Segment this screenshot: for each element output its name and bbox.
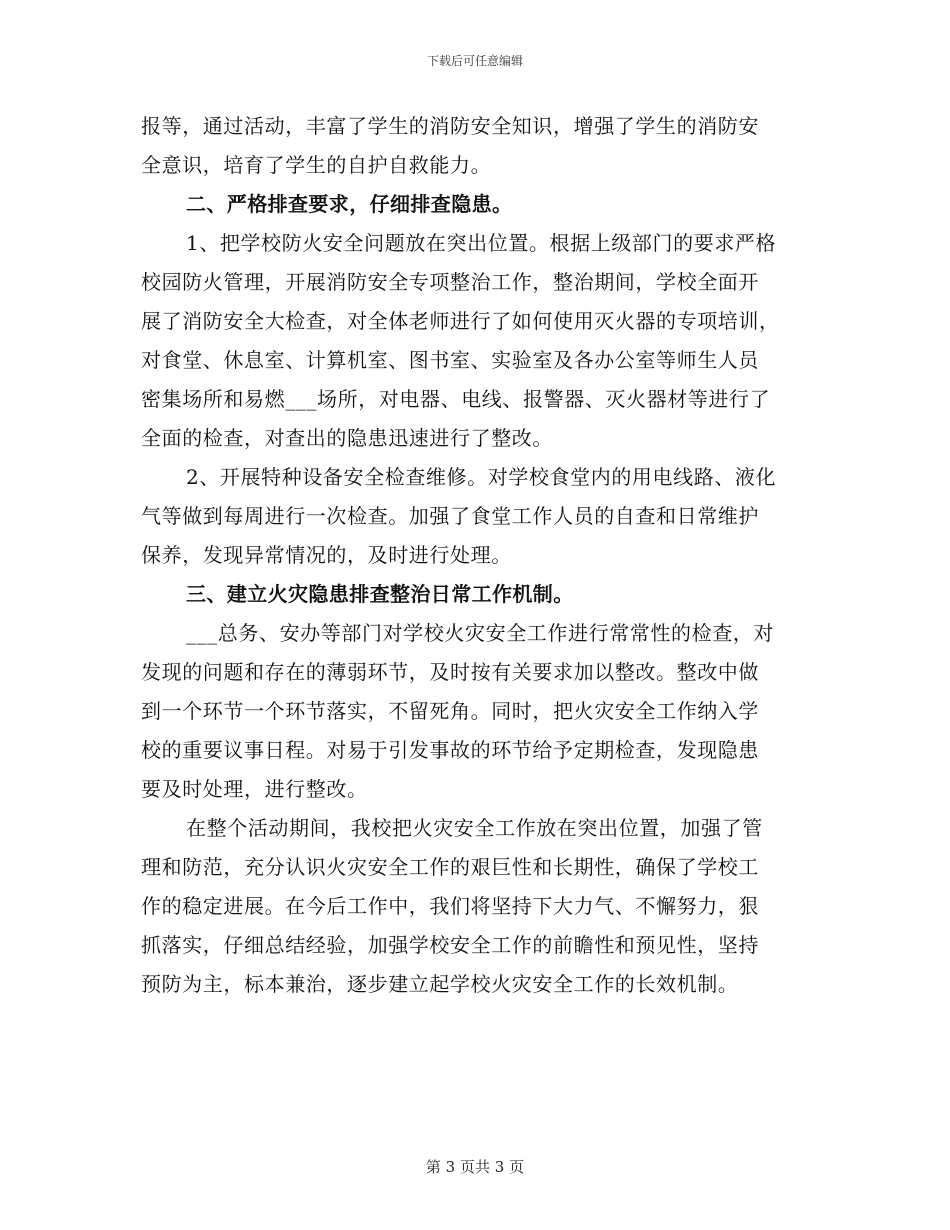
body-line: 发现的问题和存在的薄弱环节，及时按有关要求加以整改。整改中做 [141,660,759,684]
body-line: 要及时处理，进行整改。 [141,777,368,801]
page-header-note: 下载后可任意编辑 [426,54,523,68]
body-line: 理和防范，充分认识火灾安全工作的艰巨性和长期性，确保了学校工 [141,855,759,879]
body-line: 密集场所和易燃___场所，对电器、电线、报警器、灭火器材等进行了 [141,387,771,411]
paragraph-first-line: 1、把学校防火安全问题放在突出位置。根据上级部门的要求严格 [186,231,777,255]
body-line: 作的稳定进展。在今后工作中，我们将坚持下大力气、不懈努力，狠 [141,894,759,918]
body-line: 保养，发现异常情况的，及时进行处理。 [141,543,512,567]
body-line: 预防为主，标本兼治，逐步建立起学校火灾安全工作的长效机制。 [141,972,739,996]
body-line: 抓落实，仔细总结经验，加强学校安全工作的前瞻性和预见性，坚持 [141,933,759,957]
body-line: 气等做到每周进行一次检查。加强了食堂工作人员的自查和日常维护 [141,504,759,528]
paragraph-first-line: ___总务、安办等部门对学校火灾安全工作进行常常性的检查，对 [186,621,774,645]
body-line: 展了消防安全大检查，对全体老师进行了如何使用灭火器的专项培训， [141,309,780,333]
body-line: 校的重要议事日程。对易于引发事故的环节给予定期检查，发现隐患 [141,738,759,762]
body-line: 校园防火管理，开展消防安全专项整治工作，整治期间，学校全面开 [141,270,759,294]
paragraph-first-line: 2、开展特种设备安全检查维修。对学校食堂内的用电线路、液化 [186,465,777,489]
body-line: 对食堂、休息室、计算机室、图书室、实验室及各办公室等师生人员 [141,348,759,372]
body-line: 全面的检查，对查出的隐患迅速进行了整改。 [141,426,553,450]
paragraph-first-line: 在整个活动期间，我校把火灾安全工作放在突出位置，加强了管 [186,816,763,840]
section-heading: 三、建立火灾隐患排查整治日常工作机制。 [186,582,574,606]
document-body [141,107,811,1004]
body-line: 到一个环节一个环节落实，不留死角。同时，把火灾安全工作纳入学 [141,699,759,723]
page-number-footer: 第 3 页共 3 页 [425,1158,525,1176]
body-line: 报等，通过活动，丰富了学生的消防安全知识，增强了学生的消防安 [141,114,759,138]
body-line: 全意识，培育了学生的自护自救能力。 [141,153,492,177]
section-heading: 二、严格排查要求，仔细排查隐患。 [186,192,513,216]
